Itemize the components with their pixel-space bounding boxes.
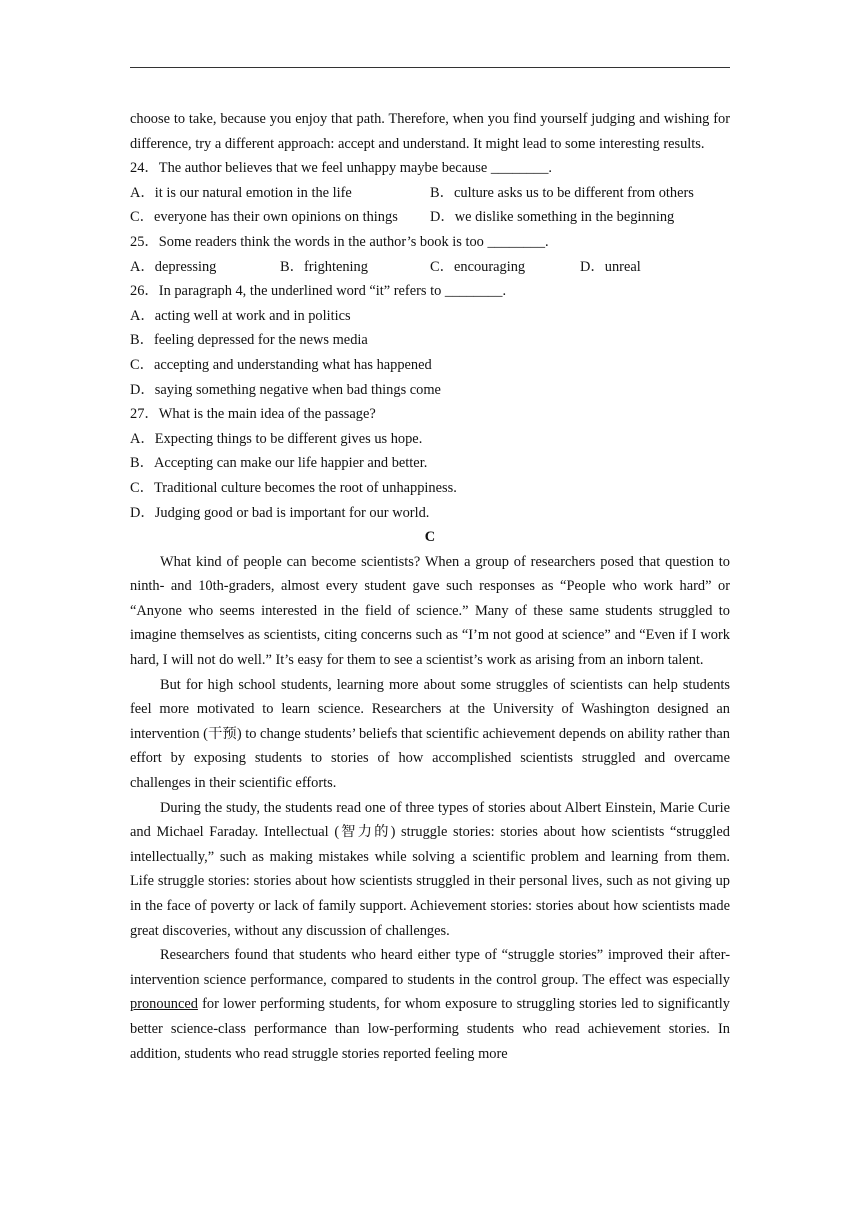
paragraph-text: for lower performing students, for whom exposure to struggling stories led to significantly better science-class performance than low-performing students who read achievement stories. In addition, students who read struggle stories reported feeling more [130, 996, 730, 1062]
question-27 [130, 402, 730, 525]
question-stem: 26．In paragraph 4, the underlined word “it” refers to ________. [130, 283, 507, 300]
question-stem: 25．Some readers think the words in the author’s book is too ________. [130, 233, 549, 250]
question-25 [130, 230, 730, 279]
question-24 [130, 156, 730, 230]
option-c: C．everyone has their own opinions on things [130, 209, 398, 226]
document-body [130, 107, 730, 1066]
option-b: B．feeling depressed for the news media [130, 332, 368, 349]
option-c: C．Traditional culture becomes the root of unhappiness. [130, 479, 457, 496]
question-stem: 24．The author believes that we feel unhappy maybe because ________. [130, 160, 552, 177]
question-stem: 27．What is the main idea of the passage? [130, 406, 376, 423]
option-a: A．Expecting things to be different gives us hope. [130, 430, 423, 447]
option-a: A．acting well at work and in politics [130, 307, 351, 324]
option-row [130, 181, 730, 206]
passage-paragraph-2: But for high school students, learning more about some struggles of scientists can help students feel more motivated to learn science. Researchers at the University of Washington designed an intervention (干预) to change students’ beliefs that scientific achievement depends on ability rather than effort by exposing students to stories of how accomplished scientists struggled and overcame challenges in their scientific efforts. [130, 676, 730, 792]
question-26 [130, 279, 730, 402]
option-a: A．depressing [130, 258, 217, 275]
header-rule [130, 67, 730, 68]
underlined-word: pronounced [130, 996, 198, 1013]
option-row [130, 255, 730, 280]
option-d: D．saying something negative when bad things come [130, 381, 441, 398]
option-row [130, 205, 730, 230]
option-b: B．culture asks us to be different from others [430, 184, 694, 201]
option-d: D．we dislike something in the beginning [430, 209, 675, 226]
option-b: B．frightening [280, 258, 368, 275]
intro-paragraph: choose to take, because you enjoy that path. Therefore, when you find yourself judging and wishing for difference, try a different approach: accept and understand. It might lead to some interesting results. [130, 111, 730, 152]
option-d: D．Judging good or bad is important for our world. [130, 504, 430, 521]
option-c: C．accepting and understanding what has happened [130, 356, 432, 373]
paragraph-text: Researchers found that students who heard either type of “struggle stories” improved their after-intervention science performance, compared to students in the control group. The effect was especially [130, 947, 730, 988]
option-c: C．encouraging [430, 258, 526, 275]
passage-paragraph-3: During the study, the students read one of three types of stories about Albert Einstein, Marie Curie and Michael Faraday. Intellectual (智力的) struggle stories: stories about how scientists “struggled intellectually,” such as making mistakes while solving a scientific problem and learning from them. Life struggle stories: stories about how scientists struggled in their personal lives, such as not giving up in the face of poverty or lack of family support. Achievement stories: stories about how scientists made great discoveries, without any discussion of challenges. [130, 799, 730, 939]
section-heading: C [424, 529, 436, 546]
option-a: A．it is our natural emotion in the life [130, 184, 352, 201]
option-d: D．unreal [580, 258, 641, 275]
passage-paragraph-1: What kind of people can become scientists? When a group of researchers posed that question to ninth- and 10th-graders, almost every student gave such responses as “People who work hard” or “Anyone who seems interested in the field of science.” Many of these same students struggled to imagine themselves as scientists, citing concerns such as “I’m not good at science” and “Even if I work hard, I will not do well.” It’s easy for them to see a scientist’s work as arising from an inborn talent. [130, 553, 730, 669]
passage-paragraph-4 [130, 943, 730, 1066]
option-b: B．Accepting can make our life happier and better. [130, 455, 428, 472]
